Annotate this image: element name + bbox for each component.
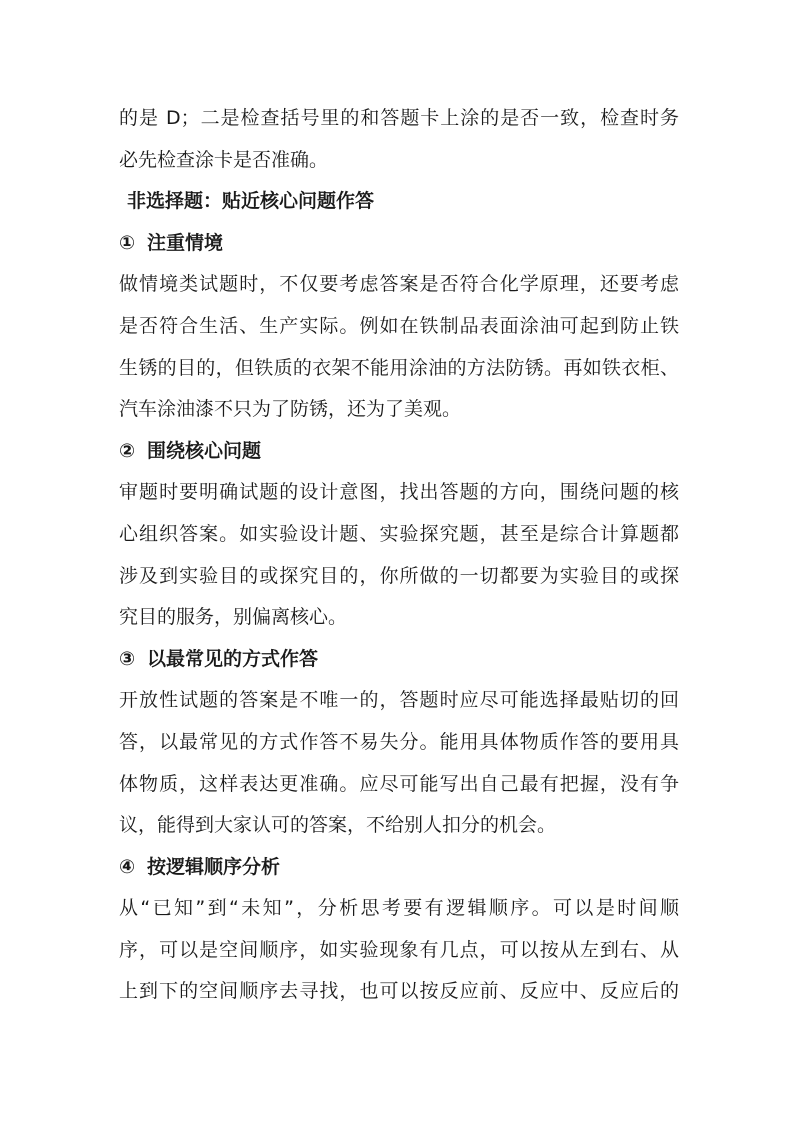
paragraph-line: 涉及到实验目的或探究目的，你所做的一切都要为实验目的或探 xyxy=(119,564,679,587)
paragraph-line: 答，以最常见的方式作答不易失分。能用具体物质作答的要用具 xyxy=(119,730,679,753)
section-title: 按逻辑顺序分析 xyxy=(147,855,281,878)
paragraph-line: 做情境类试题时，不仅要考虑答案是否符合化学原理，还要考虑 xyxy=(119,273,679,296)
section-heading xyxy=(119,223,679,265)
paragraph-line: 议，能得到大家认可的答案，不给别人扣分的机会。 xyxy=(119,814,557,837)
paragraph-line: 是否符合生活、生产实际。例如在铁制品表面涂油可起到防止铁 xyxy=(119,314,679,337)
paragraph-line: 体物质，这样表达更准确。应尽可能写出自己最有把握，没有争 xyxy=(119,772,679,795)
paragraph-line: 开放性试题的答案是不唯一的，答题时应尽可能选择最贴切的回 xyxy=(119,689,679,712)
section-title: 围绕核心问题 xyxy=(147,439,262,462)
paragraph-line: 序，可以是空间顺序，如实验现象有几点，可以按从左到右、从 xyxy=(119,938,679,961)
paragraph-line: 的是 D；二是检查括号里的和答题卡上涂的是否一致，检查时务 xyxy=(119,107,679,129)
section-heading xyxy=(119,847,679,889)
paragraph-line: 审题时要明确试题的设计意图，找出答题的方向，围绕问题的核 xyxy=(119,481,679,504)
paragraph-line: 究目的服务，别偏离核心。 xyxy=(119,606,348,629)
section-title: 注重情境 xyxy=(147,231,224,254)
section-number: ① xyxy=(119,231,136,254)
section-heading xyxy=(119,639,679,681)
main-heading: 非选择题：贴近核心问题作答 xyxy=(127,190,375,213)
paragraph-line: 心组织答案。如实验设计题、实验探究题，甚至是综合计算题都 xyxy=(119,522,679,545)
section-number: ③ xyxy=(119,647,136,670)
paragraph-line: 从“已知”到“未知”，分析思考要有逻辑顺序。可以是时间顺 xyxy=(119,897,679,920)
section-number: ② xyxy=(119,439,136,462)
paragraph-line: 汽车涂油漆不只为了防锈，还为了美观。 xyxy=(119,398,462,421)
document-page xyxy=(119,98,679,1013)
section-heading xyxy=(119,431,679,473)
section-number: ④ xyxy=(119,855,136,878)
paragraph-line: 必先检查涂卡是否准确。 xyxy=(119,148,329,171)
paragraph-line: 生锈的目的，但铁质的衣架不能用涂油的方法防锈。再如铁衣柜、 xyxy=(119,356,679,379)
paragraph-line: 上到下的空间顺序去寻找，也可以按反应前、反应中、反应后的 xyxy=(119,980,679,1003)
section-title: 以最常见的方式作答 xyxy=(147,647,319,670)
